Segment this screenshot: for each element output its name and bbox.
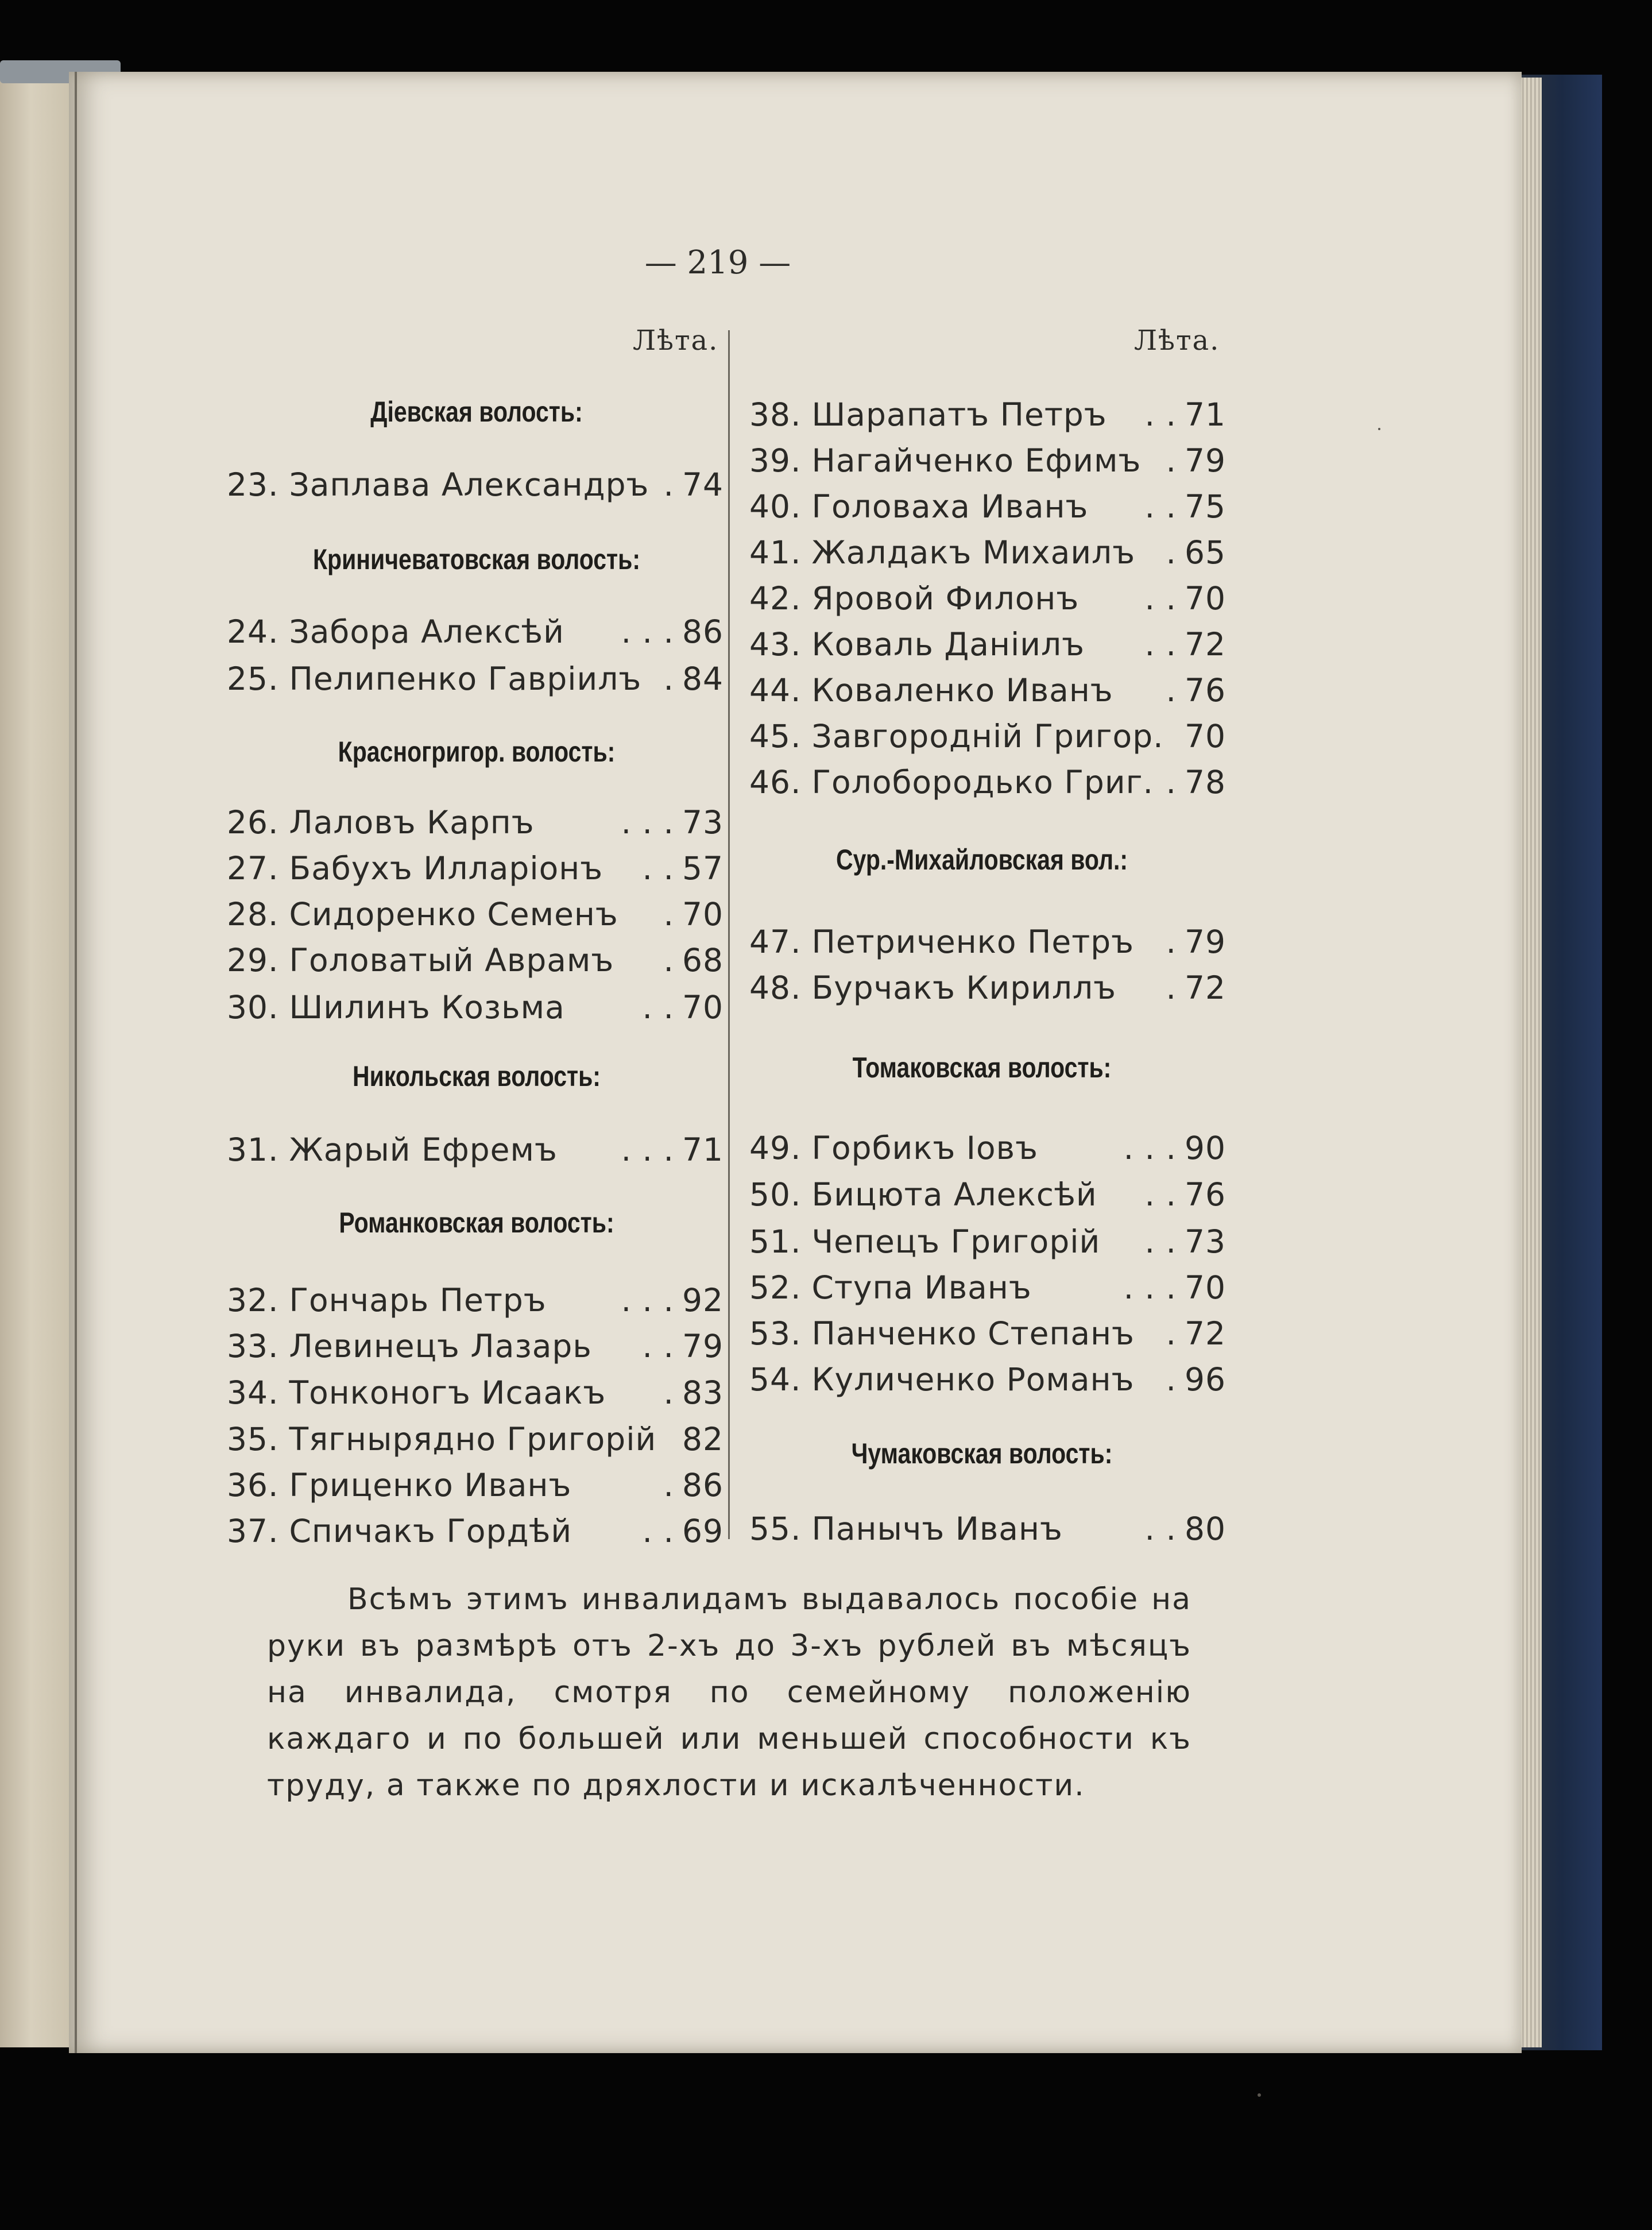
entry-number: 34. [227,1374,279,1411]
entry-age: 74 [682,466,724,503]
column-header-left: Лѣта. [633,324,719,357]
entry-leader-dots: . . . [621,613,674,650]
entry-age: 72 [1185,1315,1226,1352]
entry-age: 71 [1185,396,1226,433]
section-heading: Красногригор. волость: [338,736,616,768]
entry-age: 76 [1185,1176,1226,1213]
register-entry [749,1176,1226,1213]
entry-age: 82 [682,1421,724,1458]
register-entry [749,1361,1226,1398]
entry-age: 65 [1185,534,1226,571]
entry-number: 39. [749,442,802,479]
entry-name: Нагайченко Ефимъ [811,442,1142,479]
register-entry [749,764,1226,801]
entry-name: Ступа Иванъ [811,1269,1032,1306]
page-number: — 219 — [644,244,791,281]
entry-age: 76 [1185,672,1226,709]
entry-number: 50. [749,1176,802,1213]
entry-age: 70 [1185,718,1226,755]
entry-leader-dots: . . [1144,626,1177,663]
entry-leader-dots: . [1166,442,1177,479]
entry-age: 92 [682,1282,724,1319]
register-entry [227,660,724,697]
column-header-right: Лѣта. [1134,324,1220,357]
register-entry [749,488,1226,525]
entry-leader-dots: . . [1144,1223,1177,1260]
entry-leader-dots: . [1166,923,1177,960]
register-entry [749,672,1226,709]
section-heading: Романковская волость: [339,1207,614,1239]
entry-number: 38. [749,396,802,433]
entry-name: Гончарь Петръ [289,1282,547,1319]
entry-leader-dots: . . [642,1328,674,1365]
section-heading: Криничеватовская волость: [313,543,640,575]
register-entry [227,466,724,503]
entry-leader-dots: . . [1144,1176,1177,1213]
register-entry [749,396,1226,433]
entry-leader-dots: . [663,1374,674,1411]
entry-leader-dots: . . [642,989,674,1026]
entry-name: Яровой Филонъ [811,580,1080,617]
entry-number: 45. [749,718,802,755]
entry-name: Лаловъ Карпъ [289,804,535,841]
entry-leader-dots [1164,718,1185,755]
entry-leader-dots: . [1166,1361,1177,1398]
entry-age: 71 [682,1131,724,1168]
entry-name: Бурчакъ Кириллъ [811,969,1117,1006]
entry-number: 52. [749,1269,802,1306]
entry-name: Завгородній Григор. [811,718,1164,755]
register-entry [749,626,1226,663]
entry-number: 42. [749,580,802,617]
register-entry [749,1269,1226,1306]
entry-name: Куличенко Романъ [811,1361,1135,1398]
entry-leader-dots: . . [642,1513,674,1549]
entry-leader-dots: . [663,942,674,979]
paragraph-text: Всѣмъ этимъ инвалидамъ выдавалось пособіе на руки въ размѣрѣ отъ 2-хъ до 3-хъ рублей въ мѣсяцъ на инвалида, смотря по семейному положенію каждаго и по большей или меньшей способности къ труду, а также по дряхлости и искалѣченности. [267,1582,1191,1803]
entry-leader-dots: . [1166,672,1177,709]
entry-age: 70 [1185,1269,1226,1306]
entry-number: 26. [227,804,279,841]
entry-age: 70 [682,896,724,933]
entry-number: 37. [227,1513,279,1549]
entry-age: 78 [1185,764,1226,801]
entry-age: 57 [682,850,724,887]
entry-name: Заплава Александръ [289,466,649,503]
register-entry [749,442,1226,479]
entry-leader-dots: . [663,660,674,697]
section-heading: Чумаковская волость: [851,1437,1113,1470]
entry-age: 73 [682,804,724,841]
entry-name: Левинецъ Лазарь [289,1328,592,1365]
entry-leader-dots: . [663,896,674,933]
entry-age: 72 [1185,626,1226,663]
entry-number: 35. [227,1421,279,1458]
entry-name: Панычъ Иванъ [811,1510,1063,1547]
entry-number: 53. [749,1315,802,1352]
entry-name: Спичакъ Гордѣй [289,1513,572,1549]
entry-age: 69 [682,1513,724,1549]
register-entry [227,1513,724,1549]
register-entry [227,1328,724,1365]
entry-number: 27. [227,850,279,887]
entry-age: 80 [1185,1510,1226,1547]
entry-age: 68 [682,942,724,979]
register-entry [227,1131,724,1168]
entry-name: Бабухъ Илларіонъ [289,850,603,887]
entry-age: 72 [1185,969,1226,1006]
register-entry [227,1374,724,1411]
entry-age: 70 [1185,580,1226,617]
register-entry [749,1130,1226,1166]
entry-leader-dots: . . . [1123,1130,1177,1166]
entry-number: 49. [749,1130,802,1166]
entry-age: 75 [1185,488,1226,525]
entry-number: 25. [227,660,279,697]
entry-number: 40. [749,488,802,525]
previous-page-edge [0,66,78,2047]
section-heading: Діевская волость: [370,396,583,428]
entry-age: 84 [682,660,724,697]
entry-age: 96 [1185,1361,1226,1398]
entry-leader-dots: . [1166,969,1177,1006]
entry-number: 23. [227,466,279,503]
entry-name: Чепецъ Григорій [811,1223,1101,1260]
entry-number: 30. [227,989,279,1026]
entry-number: 43. [749,626,802,663]
entry-name: Тягнырядно Григорій [289,1421,657,1458]
register-entry [227,989,724,1026]
entry-name: Шарапатъ Петръ [811,396,1107,433]
entry-number: 48. [749,969,802,1006]
entry-leader-dots: . . [1144,396,1177,433]
entry-name: Головаха Иванъ [811,488,1089,525]
entry-number: 54. [749,1361,802,1398]
register-entry [749,1315,1226,1352]
entry-number: 41. [749,534,802,571]
entry-number: 55. [749,1510,802,1547]
entry-leader-dots: . . [642,850,674,887]
column-divider [728,330,730,1539]
section-heading: Томаковская волость: [852,1052,1112,1084]
register-entry [749,718,1226,755]
register-entry [227,613,724,650]
entry-age: 79 [682,1328,724,1365]
entry-age: 86 [682,1467,724,1504]
register-entry [749,1223,1226,1260]
entry-name: Петриченко Петръ [811,923,1135,960]
entry-number: 44. [749,672,802,709]
entry-name: Головатый Аврамъ [289,942,614,979]
register-entry [227,896,724,933]
entry-number: 51. [749,1223,802,1260]
register-entry [749,1510,1226,1547]
entry-number: 31. [227,1131,279,1168]
register-entry [749,969,1226,1006]
register-entry [227,804,724,841]
entry-number: 29. [227,942,279,979]
register-entry [749,534,1226,571]
entry-age: 86 [682,613,724,650]
entry-leader-dots: . [663,466,674,503]
entry-number: 32. [227,1282,279,1319]
entry-age: 73 [1185,1223,1226,1260]
register-entry [227,850,724,887]
paper-speck [1378,428,1380,430]
entry-leader-dots: . [1166,1315,1177,1352]
entry-name: Шилинъ Козьма [289,989,565,1026]
entry-name: Голобородько Григ. [811,764,1154,801]
entry-leader-dots: . . [1144,580,1177,617]
register-entry [227,1421,724,1458]
entry-leader-dots: . . [1144,1510,1177,1547]
section-heading: Никольская волость: [353,1060,601,1092]
register-entry [749,923,1226,960]
entry-number: 24. [227,613,279,650]
entry-age: 79 [1185,923,1226,960]
entry-name: Бицюта Алексѣй [811,1176,1097,1213]
entry-leader-dots: . [1166,534,1177,571]
entry-leader-dots: . [1166,764,1177,801]
entry-name: Жарый Ефремъ [289,1131,558,1168]
register-entry [227,1467,724,1504]
closing-paragraph [267,1576,1191,1809]
register-entry [227,942,724,979]
entry-leader-dots: . . . [621,804,674,841]
paper-speck [1258,2093,1261,2097]
entry-name: Пелипенко Гавріилъ [289,660,642,697]
entry-name: Горбикъ Іовъ [811,1130,1038,1166]
entry-leader-dots: . . . [621,1282,674,1319]
gutter-line [75,72,77,2053]
entry-number: 33. [227,1328,279,1365]
entry-name: Коваленко Иванъ [811,672,1113,709]
entry-age: 83 [682,1374,724,1411]
entry-number: 47. [749,923,802,960]
entry-leader-dots: . . [1144,488,1177,525]
register-entry [227,1282,724,1319]
entry-age: 70 [682,989,724,1026]
entry-name: Забора Алексѣй [289,613,564,650]
entry-number: 28. [227,896,279,933]
entry-name: Коваль Даніилъ [811,626,1085,663]
register-entry [749,580,1226,617]
entry-name: Сидоренко Семенъ [289,896,618,933]
entry-age: 90 [1185,1130,1226,1166]
entry-leader-dots: . . . [1123,1269,1177,1306]
entry-number: 36. [227,1467,279,1504]
entry-leader-dots: . [663,1467,674,1504]
section-heading: Сур.-Михайловская вол.: [835,844,1128,876]
entry-number: 46. [749,764,802,801]
entry-name: Жалдакъ Михаилъ [811,534,1136,571]
entry-name: Панченко Степанъ [811,1315,1135,1352]
entry-leader-dots: . . . [621,1131,674,1168]
entry-name: Тонконогъ Исаакъ [289,1374,606,1411]
entry-name: Гриценко Иванъ [289,1467,572,1504]
entry-age: 79 [1185,442,1226,479]
